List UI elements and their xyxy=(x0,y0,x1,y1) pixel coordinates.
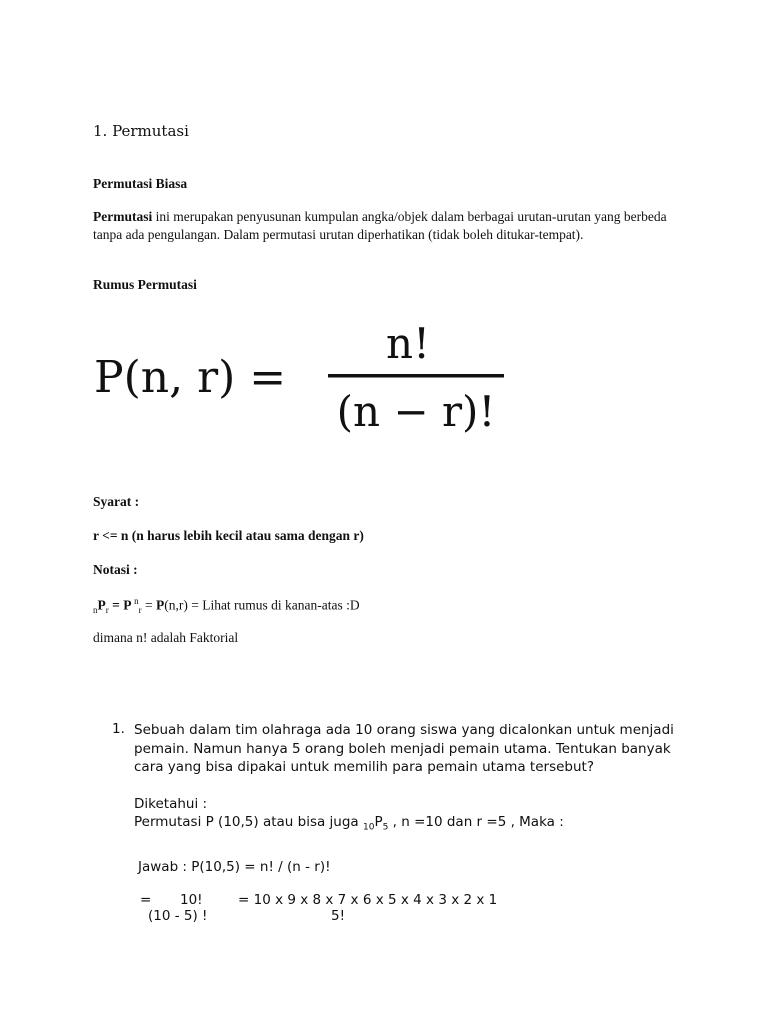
fraction-bar xyxy=(328,374,504,378)
example-block xyxy=(134,721,694,837)
given-line xyxy=(134,813,694,837)
calc-denominator-2: 5! xyxy=(331,908,346,924)
formula-denominator: (n − r)! xyxy=(336,387,496,436)
given-prefix: Permutasi P (10,5) atau bisa juga xyxy=(134,814,363,830)
notasi-label: Notasi : xyxy=(93,562,138,577)
formula-numerator: n! xyxy=(386,319,430,368)
section-subheading: Permutasi Biasa xyxy=(93,176,188,191)
calc-expansion: = 10 x 9 x 8 x 7 x 6 x 5 x 4 x 3 x 2 x 1 xyxy=(238,892,498,908)
notasi-line xyxy=(93,596,360,615)
calc-numerator: 10! xyxy=(180,892,203,908)
notasi-p1: P xyxy=(97,597,106,613)
intro-paragraph xyxy=(93,208,683,243)
example-question: Sebuah dalam tim olahraga ada 10 orang siswa yang dicalonkan untuk menjadi pemain. Namun hanya 5 orang boleh menjadi pemain utama. Tentukan banyak cara yang bisa dipakai untuk memilih para pemain utama tersebut? xyxy=(134,722,674,775)
intro-bold-term: Permutasi xyxy=(93,209,153,224)
given-p: P xyxy=(374,814,383,830)
example-number: 1. xyxy=(112,721,125,737)
jawab-line: Jawab : P(10,5) = n! / (n - r)! xyxy=(138,859,331,875)
formula-label: Rumus Permutasi xyxy=(93,277,197,292)
calc-equals: = xyxy=(140,892,152,908)
syarat-rule: r <= n (n harus lebih kecil atau sama dengan r) xyxy=(93,528,364,543)
given-suffix: , n =10 dan r =5 , Maka : xyxy=(388,814,564,830)
formula-lhs: P(n, r) = xyxy=(94,352,287,403)
notasi-rest: (n,r) = Lihat rumus di kanan-atas :D xyxy=(164,597,360,613)
notasi-n-sup: n xyxy=(134,596,139,606)
notasi-p3: P xyxy=(155,597,165,613)
notasi-p2: P xyxy=(123,597,135,613)
syarat-label: Syarat : xyxy=(93,494,140,509)
given-sub-10: 10 xyxy=(363,822,375,833)
notasi-eq2: = xyxy=(141,597,156,613)
notasi-eq1: = xyxy=(108,597,124,613)
faktorial-note: dimana n! adalah Faktorial xyxy=(93,630,239,645)
intro-text: ini merupakan penyusunan kumpulan angka/objek dalam berbagai urutan-urutan yang berbeda tanpa ada pengulangan. Dalam permutasi urutan diperhatikan (tidak boleh ditukar-tempat). xyxy=(93,209,667,242)
page-heading: 1. Permutasi xyxy=(93,122,189,140)
given-sub-5: 5 xyxy=(382,822,389,833)
permutation-formula xyxy=(90,318,520,448)
notasi-r-sub2: r xyxy=(138,605,142,616)
notasi-n-sub: n xyxy=(93,605,98,616)
notasi-r-sub: r xyxy=(105,605,109,616)
diketahui-label: Diketahui : xyxy=(134,795,208,812)
calc-denominator: (10 - 5) ! xyxy=(148,908,208,924)
